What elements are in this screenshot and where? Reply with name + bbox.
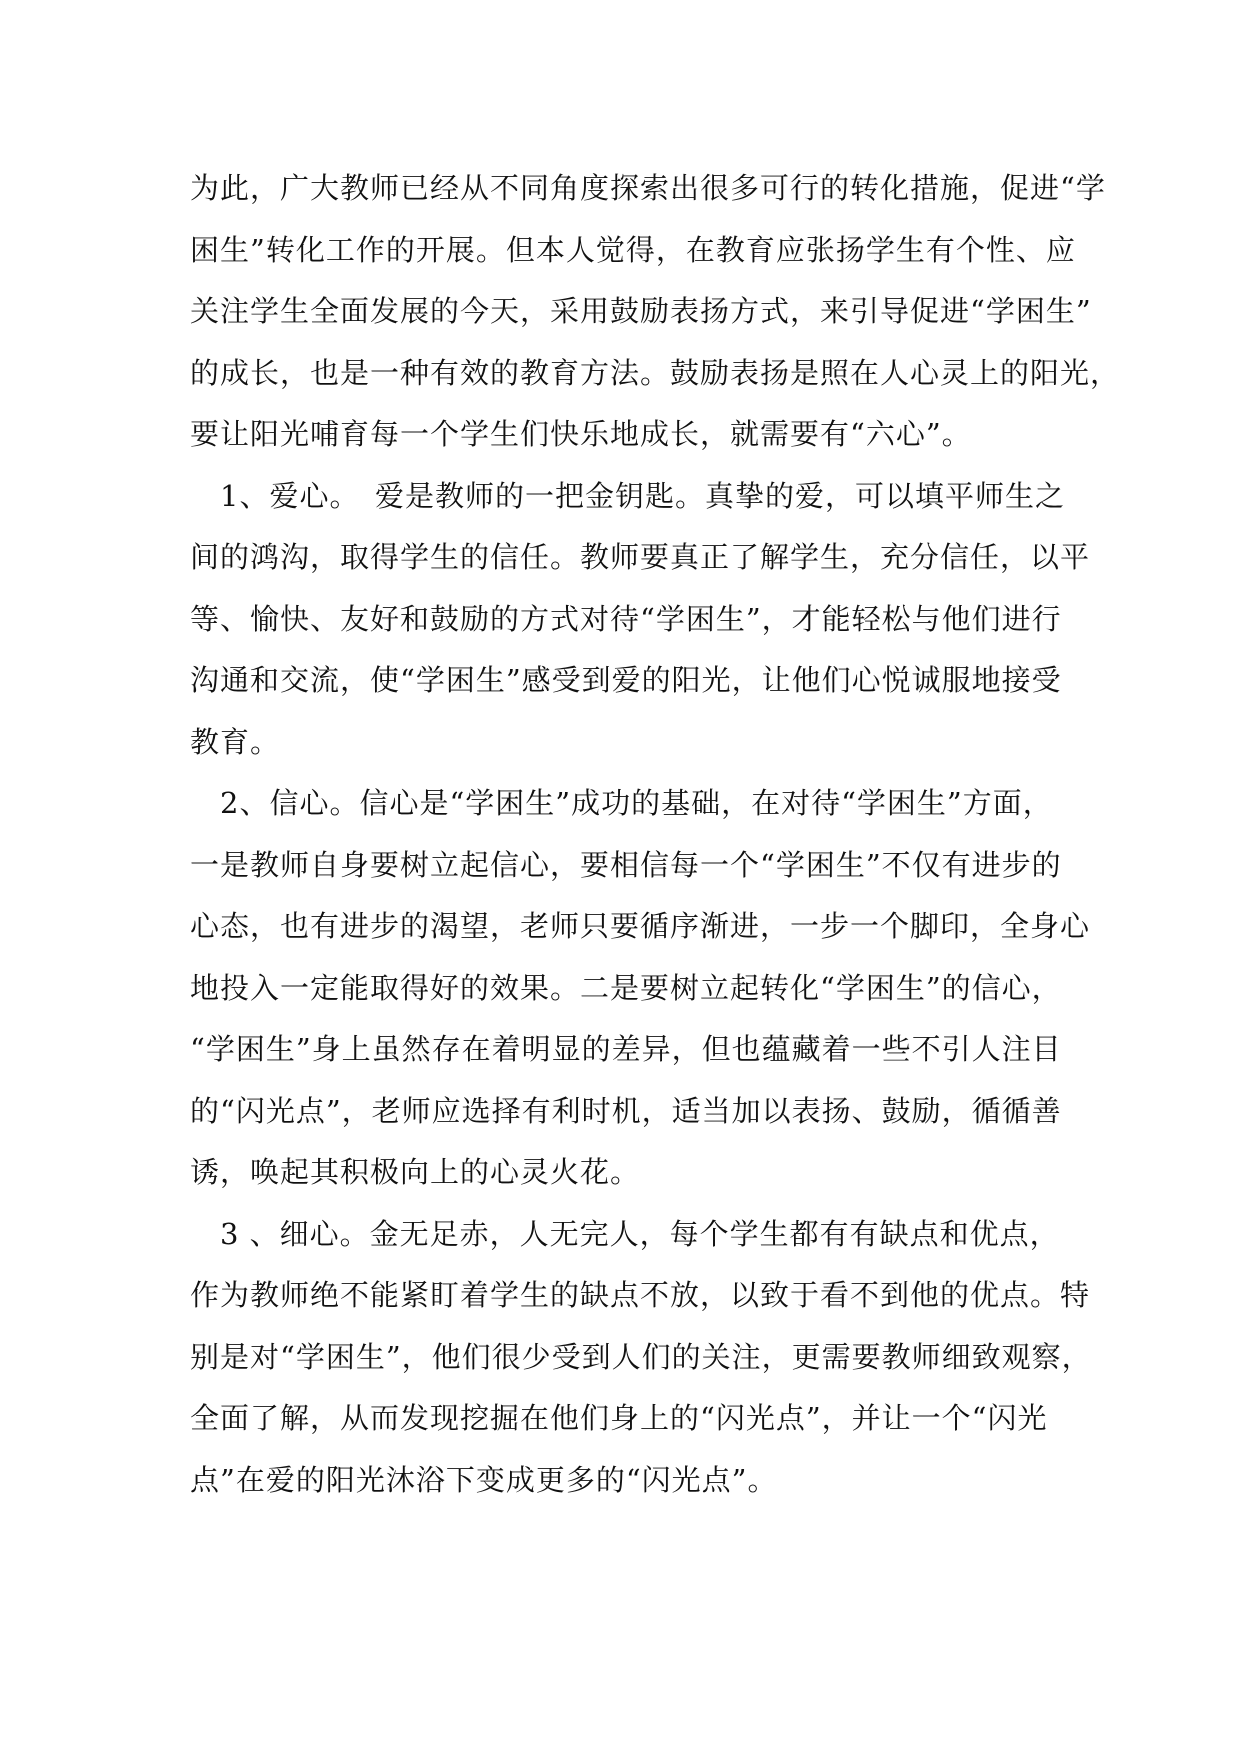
text-line: 等、愉快、友好和鼓励的方式对待“学困生”，才能轻松与他们进行	[190, 601, 1062, 636]
text-line: 点”在爱的阳光沐浴下变成更多的“闪光点”。	[190, 1462, 778, 1497]
text-line: 教育。	[190, 724, 281, 759]
text-line: 诱，唤起其积极向上的心灵火花。	[190, 1155, 641, 1189]
text-line: 心态，也有进步的渴望，老师只要循序渐进，一步一个脚印，全身心	[190, 909, 1091, 943]
text-line: 一是教师自身要树立起信心，要相信每一个“学困生”不仅有进步的	[190, 847, 1062, 882]
text-line: 作为教师绝不能紧盯着学生的缺点不放，以致于看不到他的优点。特	[190, 1278, 1091, 1312]
text-line: 全面了解，从而发现挖掘在他们身上的“闪光点”，并让一个“闪光	[190, 1401, 1048, 1435]
text-line: 别是对“学困生”，他们很少受到人们的关注，更需要教师细致观察，	[190, 1339, 1092, 1374]
text-line: 间的鸿沟，取得学生的信任。教师要真正了解学生，充分信任，以平	[190, 540, 1091, 574]
text-line: 地投入一定能取得好的效果。二是要树立起转化“学困生”的信心，	[190, 970, 1062, 1005]
body-text	[190, 158, 1121, 1511]
text-line: 关注学生全面发展的今天，采用鼓励表扬方式，来引导促进“学困生”	[190, 294, 1092, 328]
text-line: 沟通和交流，使“学困生”感受到爱的阳光，让他们心悦诚服地接受	[190, 663, 1062, 697]
text-line: 的成长，也是一种有效的教育方法。鼓励表扬是照在人心灵上的阳光，	[190, 355, 1121, 390]
text-line: 要让阳光哺育每一个学生们快乐地成长，就需要有“六心”。	[190, 417, 972, 451]
text-line: 3 、细心。金无足赤，人无完人，每个学生都有有缺点和优点，	[190, 1216, 1060, 1251]
text-line: 1、爱心。 爱是教师的一把金钥匙。真挚的爱，可以填平师生之	[190, 478, 1065, 513]
text-line: 为此，广大教师已经从不同角度探索出很多可行的转化措施，促进“学	[190, 171, 1106, 205]
text-line: 困生”转化工作的开展。但本人觉得，在教育应张扬学生有个性、应	[190, 232, 1076, 267]
text-line: 2、信心。信心是“学困生”成功的基础，在对待“学困生”方面，	[190, 786, 1053, 820]
text-line: “学困生”身上虽然存在着明显的差异，但也蕴藏着一些不引人注目	[190, 1032, 1062, 1066]
text-line: 的“闪光点”，老师应选择有利时机，适当加以表扬、鼓励，循循善	[190, 1093, 1062, 1128]
